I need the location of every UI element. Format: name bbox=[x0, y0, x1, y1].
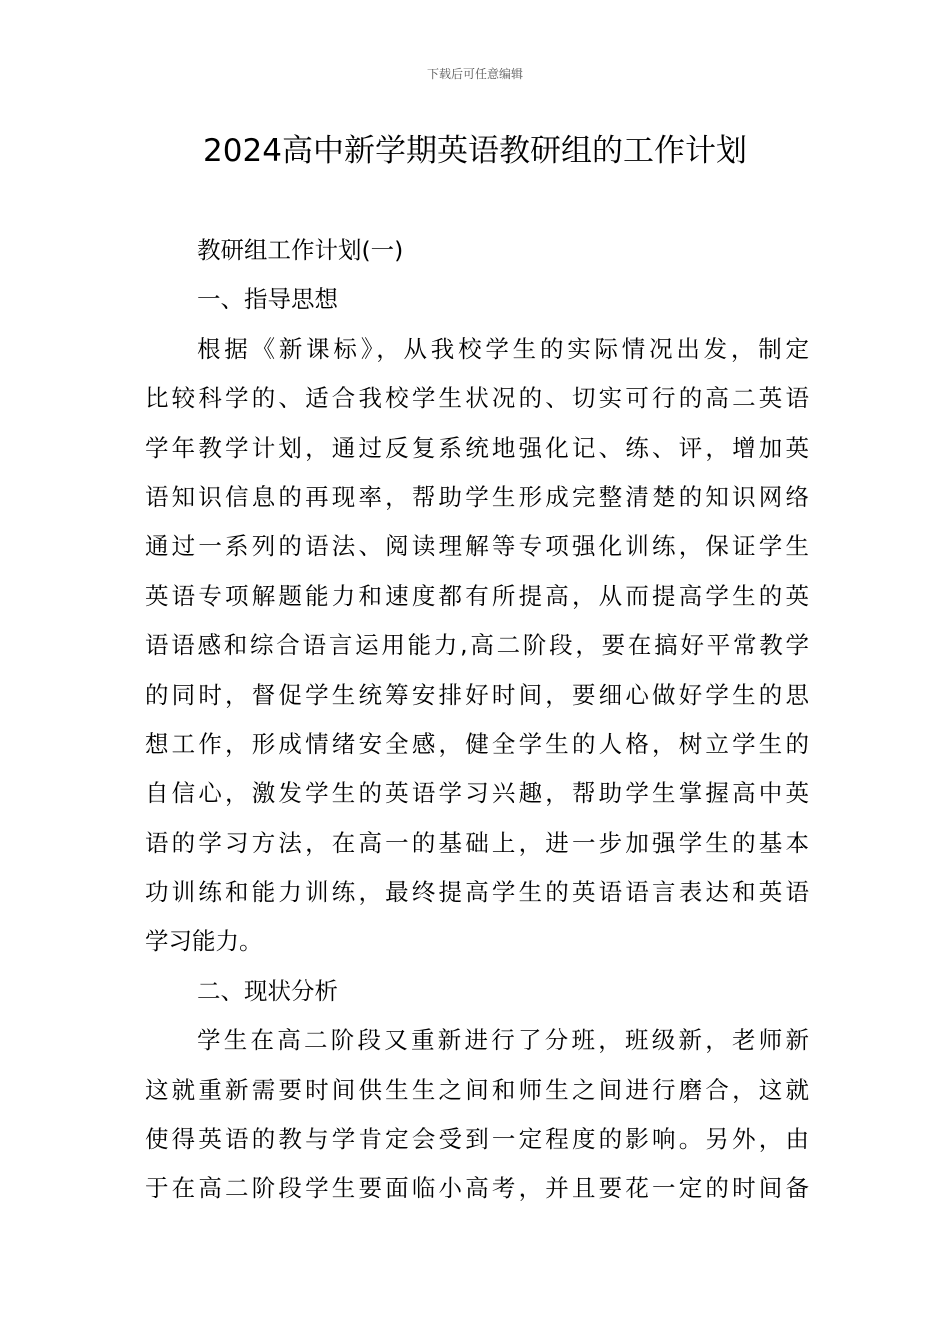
paragraph-line: 功训练和能力训练，最终提高学生的英语语言表达和英语 bbox=[145, 878, 809, 907]
paragraph-line: 想工作，形成情绪安全感，健全学生的人格，树立学生的 bbox=[145, 729, 809, 758]
page-header-note: 下载后可任意编辑 bbox=[426, 67, 523, 81]
paragraph-line: 学年教学计划，通过反复系统地强化记、练、评，增加英 bbox=[145, 433, 809, 462]
paragraph-line: 通过一系列的语法、阅读理解等专项强化训练，保证学生 bbox=[145, 532, 809, 561]
subtitle: 教研组工作计划(一) bbox=[197, 236, 404, 264]
paragraph-line: 使得英语的教与学肯定会受到一定程度的影响。另外，由 bbox=[145, 1125, 809, 1154]
section-heading-guiding-ideas: 一、指导思想 bbox=[197, 285, 338, 314]
paragraph-line: 根据《新课标》，从我校学生的实际情况出发，制定 bbox=[197, 334, 809, 363]
paragraph-line: 语知识信息的再现率，帮助学生形成完整清楚的知识网络 bbox=[145, 482, 809, 511]
paragraph-line: 于在高二阶段学生要面临小高考，并且要花一定的时间备 bbox=[145, 1174, 809, 1203]
paragraph-line: 这就重新需要时间供生生之间和师生之间进行磨合，这就 bbox=[145, 1075, 809, 1104]
document-body bbox=[145, 226, 809, 1214]
paragraph-line: 学生在高二阶段又重新进行了分班，班级新，老师新 bbox=[197, 1026, 809, 1055]
paragraph-guiding-ideas bbox=[145, 325, 809, 967]
paragraph-line: 语语感和综合语言运用能力,高二阶段，要在搞好平常教学 bbox=[145, 631, 809, 660]
document-title: 2024高中新学期英语教研组的工作计划 bbox=[203, 133, 747, 169]
paragraph-line: 学习能力。 bbox=[145, 927, 263, 956]
paragraph-line: 的同时，督促学生统筹安排好时间，要细心做好学生的思 bbox=[145, 680, 809, 709]
paragraph-line: 比较科学的、适合我校学生状况的、切实可行的高二英语 bbox=[145, 384, 809, 413]
paragraph-line: 自信心，激发学生的英语学习兴趣，帮助学生掌握高中英 bbox=[145, 779, 809, 808]
paragraph-line: 英语专项解题能力和速度都有所提高，从而提高学生的英 bbox=[145, 581, 809, 610]
paragraph-line: 语的学习方法，在高一的基础上，进一步加强学生的基本 bbox=[145, 828, 809, 857]
paragraph-status-analysis bbox=[145, 1016, 809, 1214]
section-heading-status-analysis: 二、现状分析 bbox=[197, 976, 338, 1005]
